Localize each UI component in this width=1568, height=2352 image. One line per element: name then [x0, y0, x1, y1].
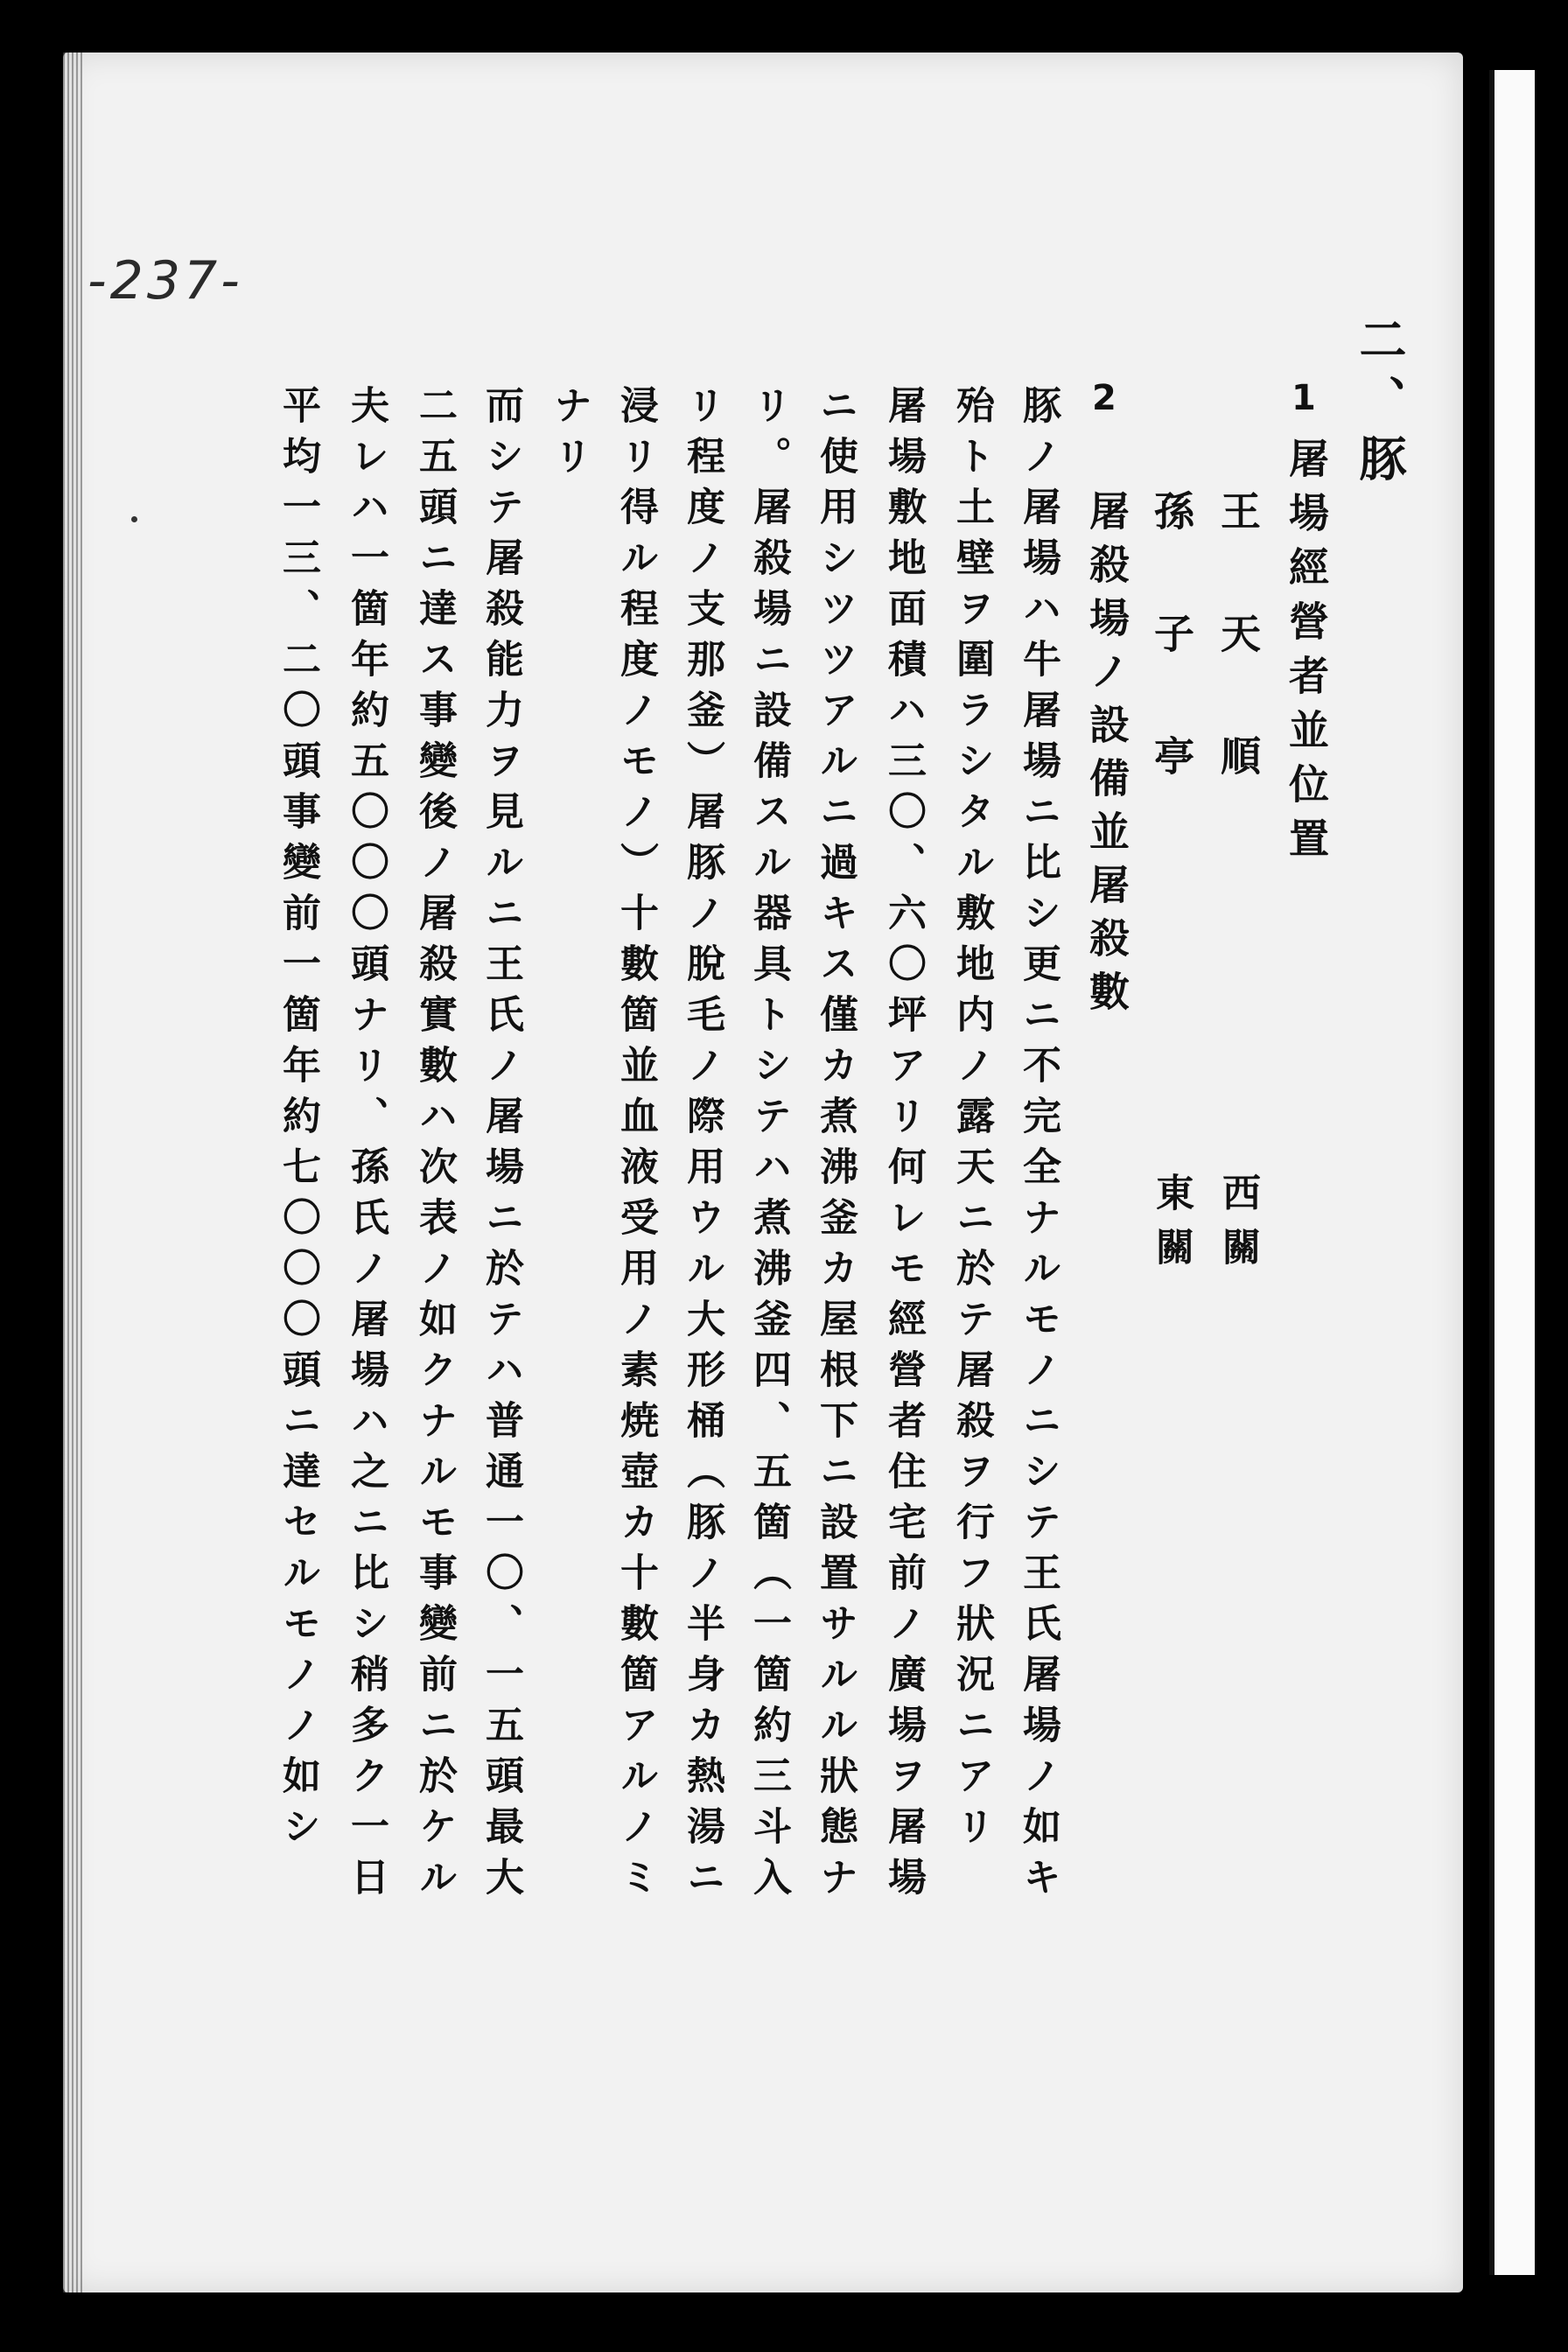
body-text-column: 夫レハ一箇年約五〇〇〇頭ナリ、孫氏ノ屠場ハ之ニ比シ稍多ク一日 — [344, 385, 388, 1908]
body-text-column: ナリ — [547, 385, 592, 486]
stray-ink-dot — [131, 516, 137, 522]
page-binding-edge — [63, 52, 82, 2292]
body-text-column: 屠場敷地面積ハ三〇、六〇坪アリ何レモ經營者住宅前ノ廣場ヲ屠場 — [881, 385, 926, 1908]
body-text-column: リ程度ノ支那釜）屠豚ノ脫毛ノ際用ウル大形桶（豚ノ半身カ熱湯ニ — [680, 385, 724, 1908]
handwritten-page-number: -237- — [88, 250, 243, 312]
operator-name: 孫 子 亭 — [1148, 490, 1195, 796]
body-text-column: 而シテ屠殺能力ヲ見ルニ王氏ノ屠場ニ於テハ普通一〇、一五頭最大 — [479, 385, 523, 1908]
operator-location: 西關 — [1215, 1172, 1260, 1281]
body-text-column: 豚ノ屠場ハ牛屠場ニ比シ更ニ不完全ナルモノニシテ王氏屠場ノ如キ — [1016, 385, 1060, 1908]
item-heading-1: 屠場經營者並位置 — [1283, 438, 1330, 872]
body-text-column: 二五頭ニ達ス事變後ノ屠殺實數ハ次表ノ如クナルモ事變前ニ於ケル — [412, 385, 457, 1908]
section-title: 二、豚 — [1352, 315, 1407, 494]
operator-location: 東關 — [1149, 1172, 1194, 1281]
body-text-column: 浸リ得ル程度ノモノ）十數箇並血液受用ノ素焼壺カ十數箇アルノミ — [613, 385, 658, 1908]
item-number-2: 2 — [1092, 378, 1116, 418]
item-heading-2: 屠殺場ノ設備並屠殺數 — [1083, 490, 1130, 1024]
body-text-column: 平均一三、二〇頭事變前一箇年約七〇〇〇頭ニ達セルモノノ如シ — [276, 385, 320, 1857]
body-text-column: ニ使用シツツアルニ過キス僅カ煮沸釜カ屋根下ニ設置サルル狀態ナ — [813, 385, 858, 1908]
adjacent-page-edge — [1489, 70, 1535, 2275]
body-text-column: 殆ト土壁ヲ圍ラシタル敷地内ノ露天ニ於テ屠殺ヲ行フ狀況ニアリ — [949, 385, 994, 1857]
body-text-column: リ。屠殺場ニ設備スル器具トシテハ煮沸釜四、五箇（一箇約三斗入 — [746, 385, 791, 1908]
operator-name: 王 天 順 — [1214, 490, 1262, 796]
item-number-1: 1 — [1292, 378, 1316, 418]
